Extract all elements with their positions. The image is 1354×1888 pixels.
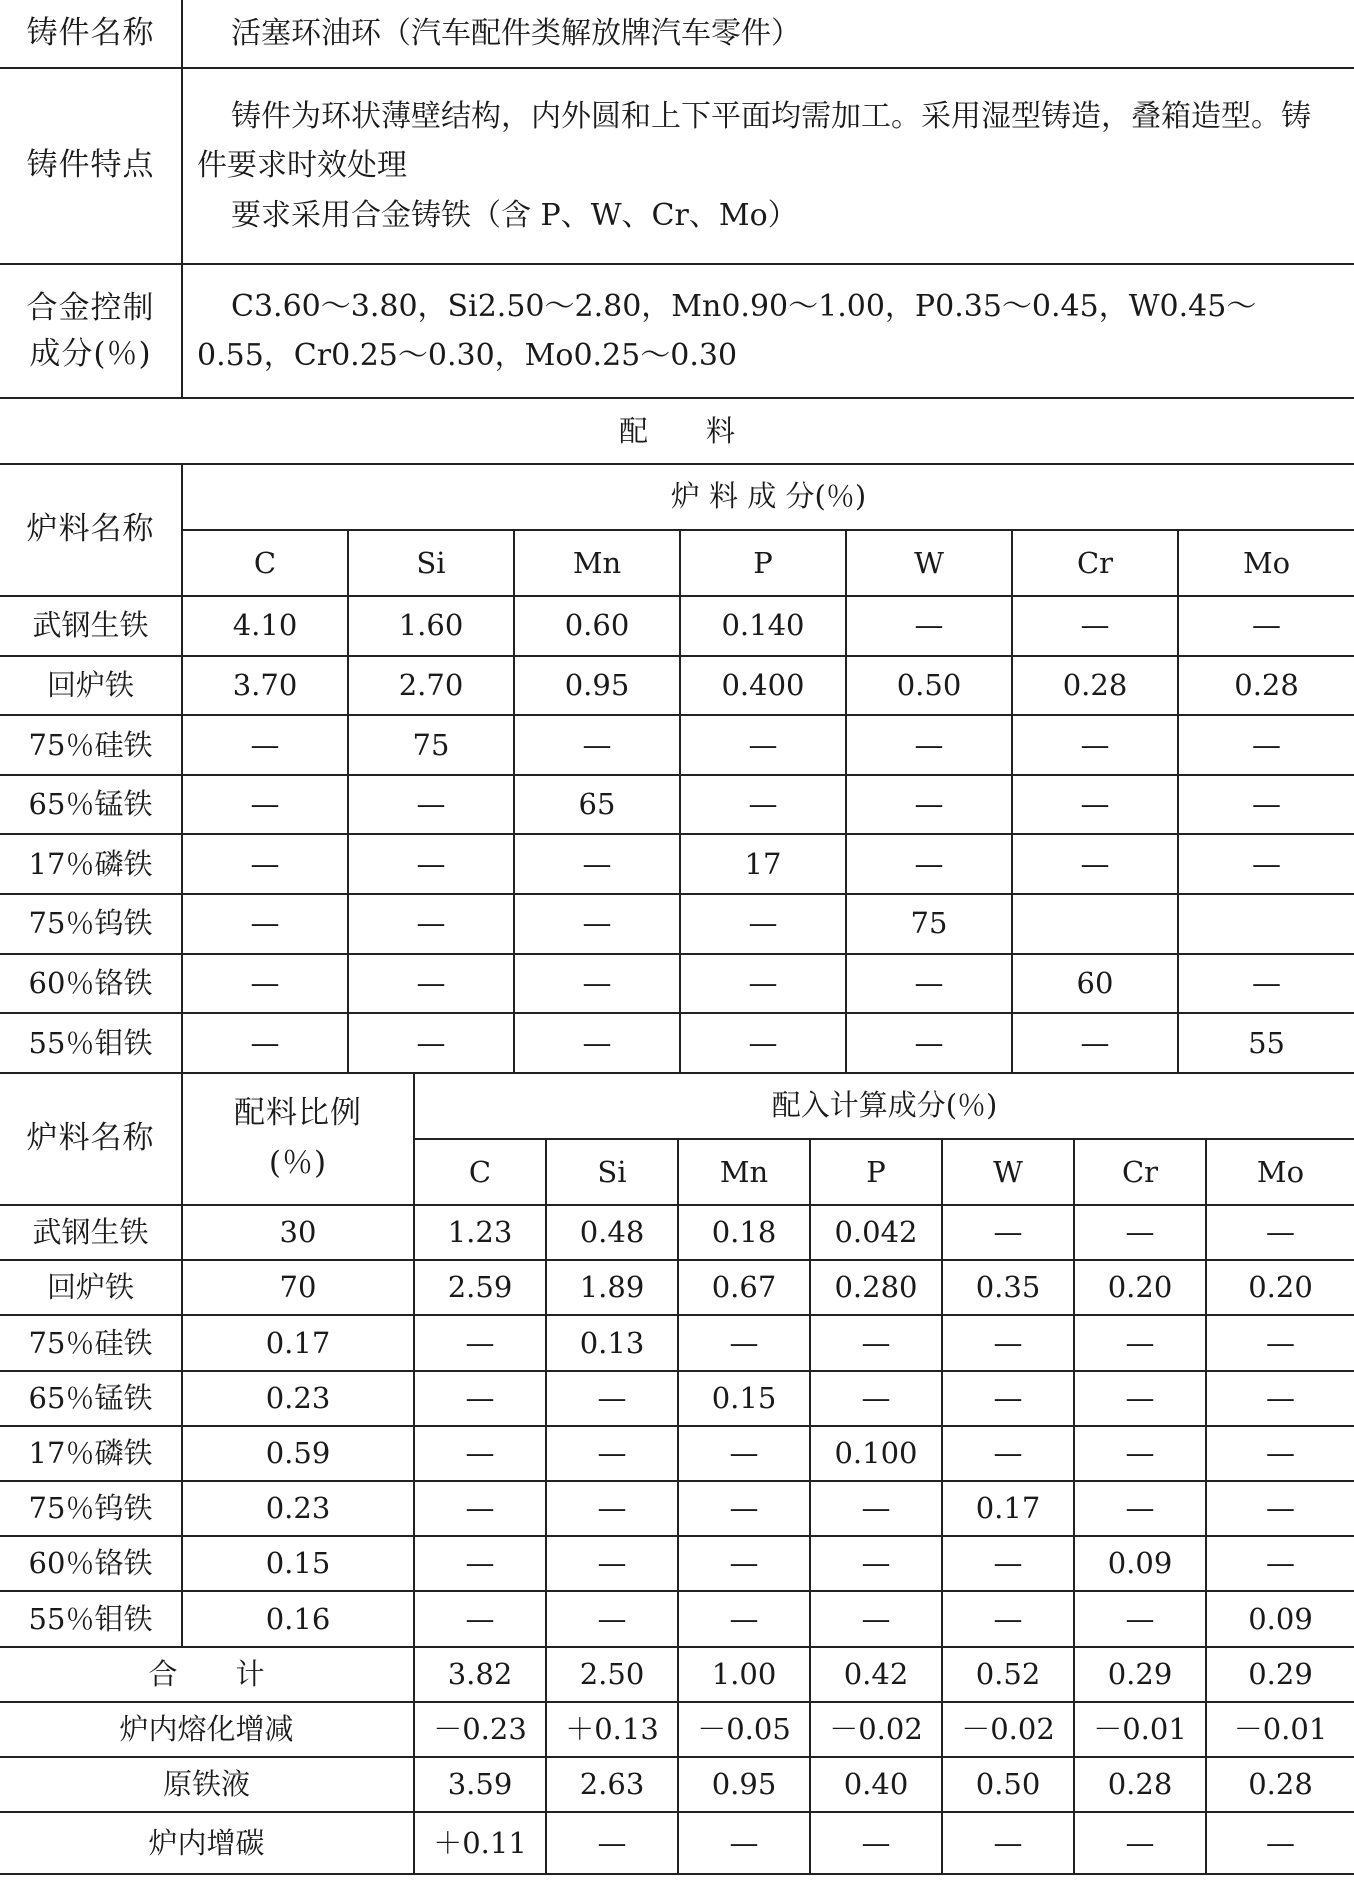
calc-cell: — [546, 1536, 678, 1591]
calc-cell: — [1074, 1481, 1206, 1536]
charge-cell: 3.70 [182, 656, 348, 716]
charge-row [0, 656, 1354, 716]
summary-cell: 3.59 [414, 1757, 546, 1812]
charge-table-body [0, 464, 1354, 1073]
charge-cell: 1.60 [348, 596, 514, 656]
charge-row-name: 65％锰铁 [0, 775, 182, 835]
calc-row-name: 55％钼铁 [0, 1591, 182, 1646]
charge-cell: — [514, 894, 680, 954]
charge-row [0, 894, 1354, 954]
charge-cell: — [1178, 775, 1354, 835]
charge-cell: — [1178, 715, 1354, 775]
calc-cell: — [546, 1371, 678, 1426]
charge-cell: — [348, 954, 514, 1014]
calc-cell: 1.89 [546, 1260, 678, 1315]
summary-row [0, 1702, 1354, 1757]
calc-column-header: Mo [1206, 1139, 1354, 1205]
casting-feature-label: 铸件特点 [0, 68, 182, 264]
calc-row [0, 1260, 1354, 1315]
calc-row [0, 1591, 1354, 1646]
charge-cell: 55 [1178, 1013, 1354, 1073]
charge-row-name: 武钢生铁 [0, 596, 182, 656]
charge-cell: 2.70 [348, 656, 514, 716]
charge-cell: — [680, 775, 846, 835]
calc-cell: — [414, 1481, 546, 1536]
summary-cell: 0.42 [810, 1647, 942, 1702]
alloy-control-value: C3.60～3.80，Si2.50～2.80，Mn0.90～1.00，P0.35～0.45，W0.45～0.55，Cr0.25～0.30，Mo0.25～0.30 [182, 264, 1354, 398]
summary-row [0, 1757, 1354, 1812]
casting-feature-line-1: 铸件为环状薄壁结构，内外圆和上下平面均需加工。采用湿型铸造，叠箱造型。铸件要求时效处理 [197, 98, 1311, 184]
charge-column-header: W [846, 530, 1012, 596]
calc-table-body [0, 1073, 1354, 1874]
calc-cell: — [810, 1536, 942, 1591]
casting-feature-value [182, 68, 1354, 264]
summary-cell: 0.40 [810, 1757, 942, 1812]
calc-group-header: 配入计算成分(％) [414, 1073, 1354, 1139]
charge-cell [1012, 894, 1178, 954]
calc-cell: 0.15 [678, 1371, 810, 1426]
calc-row-ratio: 0.16 [182, 1591, 414, 1646]
calc-column-header: C [414, 1139, 546, 1205]
calc-row [0, 1205, 1354, 1260]
calc-name-header: 炉料名称 [0, 1073, 182, 1205]
calc-cell: — [546, 1591, 678, 1646]
calc-cell: — [1074, 1426, 1206, 1481]
calc-row [0, 1315, 1354, 1370]
summary-cell: －0.05 [678, 1702, 810, 1757]
charge-cell: — [514, 715, 680, 775]
summary-cell: 2.50 [546, 1647, 678, 1702]
alloy-control-label-line-2: 成分(％) [29, 336, 152, 372]
charge-cell: — [1178, 954, 1354, 1014]
charge-column-header: C [182, 530, 348, 596]
charge-cell: — [182, 894, 348, 954]
charge-cell: 0.95 [514, 656, 680, 716]
charge-row [0, 1013, 1354, 1073]
calc-cell: — [1206, 1536, 1354, 1591]
calc-ratio-header-line-1: 配料比例 [234, 1094, 362, 1131]
calculated-composition-table [0, 1073, 1354, 1875]
casting-info-table [0, 0, 1354, 465]
charge-cell: — [680, 715, 846, 775]
charge-cell: — [1012, 715, 1178, 775]
calc-row-name: 65％锰铁 [0, 1371, 182, 1426]
calc-column-header: W [942, 1139, 1074, 1205]
calc-cell: — [1206, 1371, 1354, 1426]
calc-cell: — [942, 1371, 1074, 1426]
calc-cell: — [414, 1315, 546, 1370]
calc-row [0, 1426, 1354, 1481]
calc-header-row [0, 1073, 1354, 1139]
calc-cell: — [1074, 1371, 1206, 1426]
summary-row [0, 1812, 1354, 1874]
calc-cell: — [546, 1481, 678, 1536]
calc-cell: 1.23 [414, 1205, 546, 1260]
charge-row-name: 75％钨铁 [0, 894, 182, 954]
calc-ratio-header-line-2: (％) [268, 1144, 328, 1181]
charge-cell: — [348, 834, 514, 894]
calc-row-name: 75％硅铁 [0, 1315, 182, 1370]
calc-cell: — [678, 1426, 810, 1481]
charge-cell: — [348, 775, 514, 835]
calc-cell: — [678, 1481, 810, 1536]
charge-row-name: 60％铬铁 [0, 954, 182, 1014]
calc-cell: 0.18 [678, 1205, 810, 1260]
calc-cell: 0.67 [678, 1260, 810, 1315]
charge-cell: — [846, 954, 1012, 1014]
charge-cell: — [1012, 1013, 1178, 1073]
charge-cell: — [680, 954, 846, 1014]
summary-cell: — [810, 1812, 942, 1874]
summary-cell: 0.52 [942, 1647, 1074, 1702]
charge-cell: — [1012, 775, 1178, 835]
charge-cell: — [846, 1013, 1012, 1073]
calc-row-ratio: 0.23 [182, 1371, 414, 1426]
charge-column-header: Si [348, 530, 514, 596]
calc-cell: — [1206, 1315, 1354, 1370]
section-title: 配 料 [0, 398, 1354, 464]
charge-row-name: 55％钼铁 [0, 1013, 182, 1073]
summary-cell: — [678, 1812, 810, 1874]
calc-ratio-header [182, 1073, 414, 1205]
charge-cell: — [846, 715, 1012, 775]
charge-cell: 0.28 [1012, 656, 1178, 716]
charge-cell: — [182, 775, 348, 835]
section-title-row [0, 398, 1354, 464]
charge-row [0, 954, 1354, 1014]
calc-row-name: 75％钨铁 [0, 1481, 182, 1536]
summary-cell: －0.02 [942, 1702, 1074, 1757]
charge-cell: — [514, 834, 680, 894]
charge-cell: 0.28 [1178, 656, 1354, 716]
charge-cell: — [348, 894, 514, 954]
calc-cell: 0.13 [546, 1315, 678, 1370]
charge-row [0, 834, 1354, 894]
summary-cell: — [942, 1812, 1074, 1874]
calc-row [0, 1481, 1354, 1536]
calc-cell: 0.17 [942, 1481, 1074, 1536]
calc-cell: — [942, 1315, 1074, 1370]
charge-column-header: P [680, 530, 846, 596]
calc-row-ratio: 70 [182, 1260, 414, 1315]
summary-cell: ＋0.13 [546, 1702, 678, 1757]
charge-cell: 0.50 [846, 656, 1012, 716]
summary-cell: －0.23 [414, 1702, 546, 1757]
calc-cell: — [810, 1371, 942, 1426]
summary-cell: 0.95 [678, 1757, 810, 1812]
calc-cell: — [810, 1315, 942, 1370]
calc-cell: — [414, 1426, 546, 1481]
charge-column-header: Mn [514, 530, 680, 596]
summary-cell: －0.02 [810, 1702, 942, 1757]
calc-row-ratio: 0.17 [182, 1315, 414, 1370]
charge-column-header: Mo [1178, 530, 1354, 596]
charge-cell: 0.60 [514, 596, 680, 656]
summary-cell: 0.28 [1206, 1757, 1354, 1812]
alloy-control-row [0, 264, 1354, 398]
calc-cell: 0.09 [1074, 1536, 1206, 1591]
summary-cell: ＋0.11 [414, 1812, 546, 1874]
calc-column-header: Mn [678, 1139, 810, 1205]
summary-label: 原铁液 [0, 1757, 414, 1812]
charge-cell: — [514, 1013, 680, 1073]
calc-cell: 0.20 [1074, 1260, 1206, 1315]
charge-row [0, 715, 1354, 775]
charge-cell: 4.10 [182, 596, 348, 656]
calc-cell: 0.042 [810, 1205, 942, 1260]
calc-cell: — [414, 1591, 546, 1646]
calc-row-name: 60％铬铁 [0, 1536, 182, 1591]
summary-cell: — [1074, 1812, 1206, 1874]
summary-cell: — [1206, 1812, 1354, 1874]
casting-name-row [0, 0, 1354, 68]
calc-row-ratio: 0.15 [182, 1536, 414, 1591]
calc-column-header: Si [546, 1139, 678, 1205]
calc-row-name: 17％磷铁 [0, 1426, 182, 1481]
charge-cell: — [348, 1013, 514, 1073]
calc-row-ratio: 0.23 [182, 1481, 414, 1536]
charge-row-name: 17％磷铁 [0, 834, 182, 894]
charge-row-name: 75％硅铁 [0, 715, 182, 775]
calc-cell: — [810, 1481, 942, 1536]
charge-cell: — [182, 834, 348, 894]
charge-cell: 17 [680, 834, 846, 894]
calc-row [0, 1371, 1354, 1426]
summary-row [0, 1647, 1354, 1702]
charge-column-row [0, 530, 1354, 596]
calc-row-name: 武钢生铁 [0, 1205, 182, 1260]
calc-cell: — [942, 1205, 1074, 1260]
casting-feature-row [0, 68, 1354, 264]
alloy-control-label-line-1: 合金控制 [26, 289, 155, 326]
calc-cell: 0.35 [942, 1260, 1074, 1315]
charge-cell: — [1012, 834, 1178, 894]
calc-cell: — [678, 1315, 810, 1370]
calc-cell: — [810, 1591, 942, 1646]
calc-cell: 0.280 [810, 1260, 942, 1315]
calc-cell: 0.48 [546, 1205, 678, 1260]
summary-cell: 0.29 [1206, 1647, 1354, 1702]
charge-row [0, 596, 1354, 656]
charge-cell: 0.400 [680, 656, 846, 716]
charge-cell: — [846, 834, 1012, 894]
casting-name-value: 活塞环油环（汽车配件类解放牌汽车零件） [182, 0, 1354, 68]
calc-cell: — [1206, 1205, 1354, 1260]
calc-column-header: Cr [1074, 1139, 1206, 1205]
summary-cell: －0.01 [1206, 1702, 1354, 1757]
charge-cell: — [680, 894, 846, 954]
alloy-control-label [0, 264, 182, 398]
calc-cell: 0.20 [1206, 1260, 1354, 1315]
calc-cell: — [678, 1536, 810, 1591]
summary-cell: 0.29 [1074, 1647, 1206, 1702]
charge-cell: — [1178, 596, 1354, 656]
calc-cell: — [678, 1591, 810, 1646]
charge-cell: 65 [514, 775, 680, 835]
charge-cell: — [182, 954, 348, 1014]
calc-cell: — [1074, 1205, 1206, 1260]
charge-row-name: 回炉铁 [0, 656, 182, 716]
summary-label: 炉内熔化增减 [0, 1702, 414, 1757]
charge-row [0, 775, 1354, 835]
calc-cell: — [942, 1536, 1074, 1591]
casting-name-label: 铸件名称 [0, 0, 182, 68]
calc-cell: — [1206, 1426, 1354, 1481]
calc-cell: — [942, 1426, 1074, 1481]
calc-cell: 0.09 [1206, 1591, 1354, 1646]
charge-header-row [0, 464, 1354, 530]
calc-cell: — [942, 1591, 1074, 1646]
charge-cell: — [182, 715, 348, 775]
casting-feature-line-2: 要求采用合金铸铁（含 P、W、Cr、Mo） [231, 197, 798, 233]
charge-cell: — [846, 596, 1012, 656]
summary-cell: 0.50 [942, 1757, 1074, 1812]
summary-label: 合 计 [0, 1647, 414, 1702]
calc-row-ratio: 0.59 [182, 1426, 414, 1481]
charge-composition-table [0, 464, 1354, 1074]
charge-cell: — [680, 1013, 846, 1073]
charge-cell: 60 [1012, 954, 1178, 1014]
charge-group-header: 炉 料 成 分(％) [182, 464, 1354, 530]
calc-row [0, 1536, 1354, 1591]
calc-cell: — [546, 1426, 678, 1481]
charge-cell: — [846, 775, 1012, 835]
charge-cell: — [514, 954, 680, 1014]
charge-cell: 0.140 [680, 596, 846, 656]
calc-cell: — [1074, 1315, 1206, 1370]
calc-column-header: P [810, 1139, 942, 1205]
charge-column-header: Cr [1012, 530, 1178, 596]
charge-cell: 75 [348, 715, 514, 775]
summary-cell: 2.63 [546, 1757, 678, 1812]
charge-cell: 75 [846, 894, 1012, 954]
calc-row-ratio: 30 [182, 1205, 414, 1260]
calc-cell: 0.100 [810, 1426, 942, 1481]
calc-cell: — [414, 1536, 546, 1591]
charge-name-header: 炉料名称 [0, 464, 182, 596]
charge-cell: — [1012, 596, 1178, 656]
calc-cell: — [414, 1371, 546, 1426]
calc-cell: — [1074, 1591, 1206, 1646]
summary-label: 炉内增碳 [0, 1812, 414, 1874]
charge-cell: — [1178, 834, 1354, 894]
summary-cell: 0.28 [1074, 1757, 1206, 1812]
calc-cell: 2.59 [414, 1260, 546, 1315]
summary-cell: －0.01 [1074, 1702, 1206, 1757]
charge-cell [1178, 894, 1354, 954]
summary-cell: 3.82 [414, 1647, 546, 1702]
calc-row-name: 回炉铁 [0, 1260, 182, 1315]
summary-cell: 1.00 [678, 1647, 810, 1702]
calc-cell: — [1206, 1481, 1354, 1536]
charge-cell: — [182, 1013, 348, 1073]
summary-cell: — [546, 1812, 678, 1874]
